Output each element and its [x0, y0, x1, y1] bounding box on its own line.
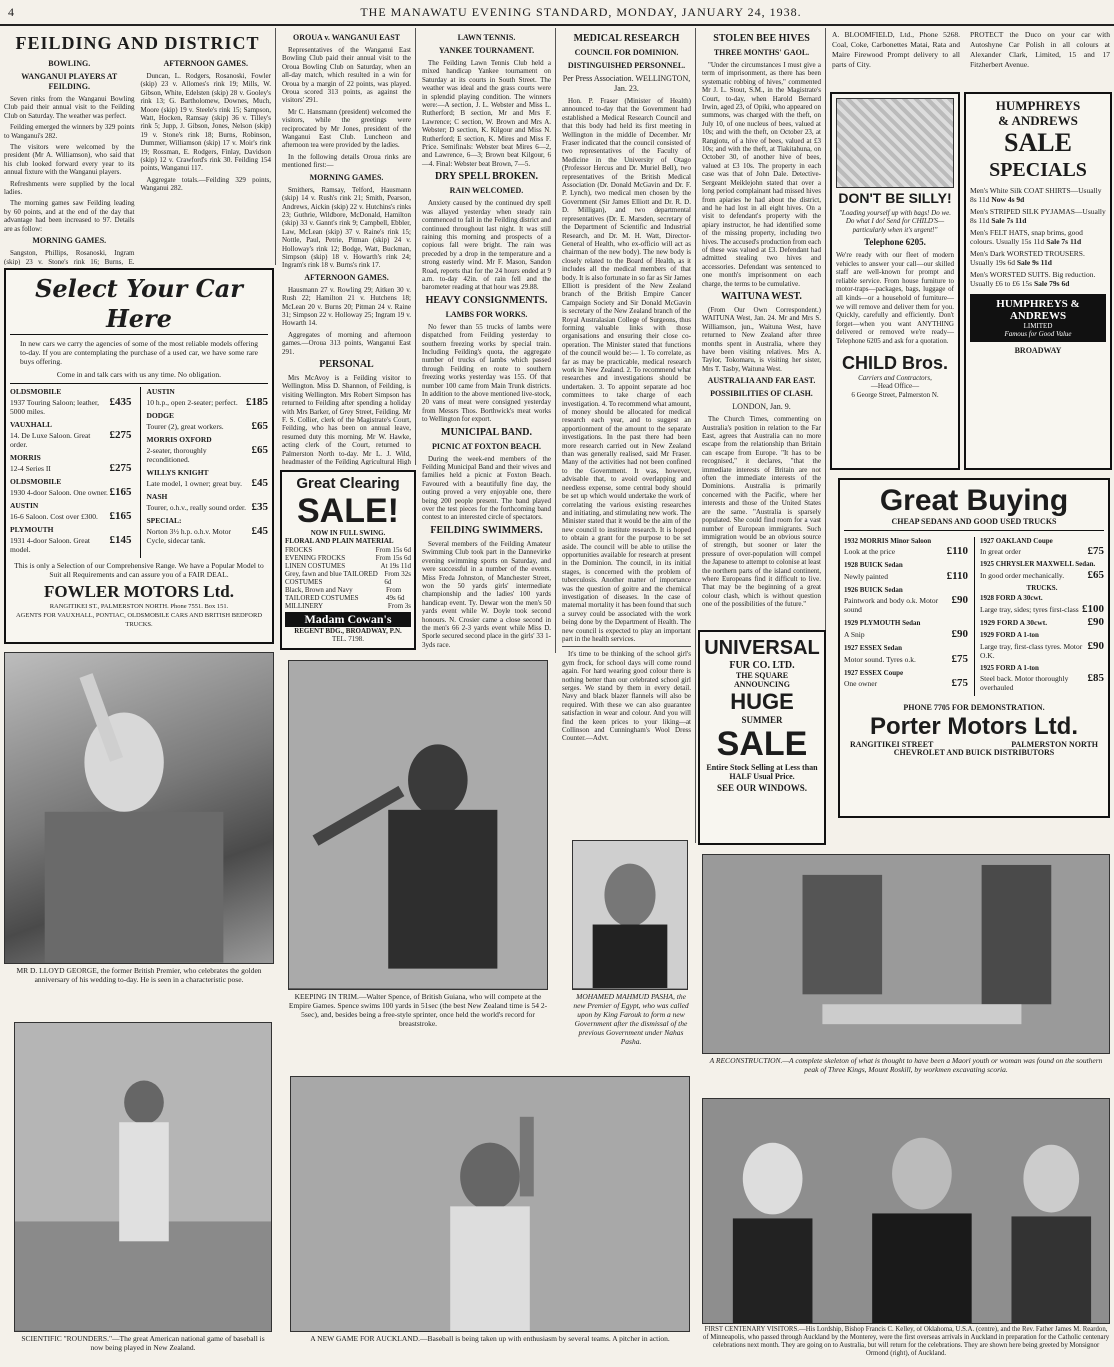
oroua-p1: Representatives of the Wanganui East Bowling Club paid their annual visit to the Oroua Bowling Club on Saturday, when an all-day match, which resulted in a win for Oroua by a margin of 22 points, was played. Oroua scored 313 points, as against the visitors' 291. [282, 46, 411, 105]
reconstruction-photo [702, 854, 1110, 1054]
humphreys-logo: HUMPHREYS & ANDREWS LIMITED Famous for Good Value [970, 294, 1106, 342]
car-listing: NASH Tourer, o.h.v., really sound order. £35 [146, 492, 268, 513]
car-listing: AUSTIN 16-6 Saloon. Cost over £300. £165 [10, 501, 132, 522]
bowling-sub: WANGANUI PLAYERS AT FEILDING. [21, 72, 118, 91]
porter-right-list [974, 537, 1104, 697]
car-listing: VAUXHALL 14. De Luxe Saloon. Great order. £275 [10, 420, 132, 449]
car-listing: 1929 FORD A 30cwt. £90 [980, 615, 1104, 628]
new-game-caption: A NEW GAME FOR AUCKLAND.—Baseball is being taken up with enthusiasm by several teams. A pitcher in action. [310, 1334, 670, 1343]
humphreys-item: Men's FELT HATS, snap brims, good colours. Usually 15s 11d Sale 7s 11d [970, 228, 1083, 246]
tennis-head: LAWN TENNIS. [457, 33, 516, 42]
car-listing: 1927 ESSEX Sedan Motor sound. Tyres o.k. £75 [844, 643, 968, 665]
lloyd-george-photo [4, 652, 274, 964]
humphreys-specials: SPECIALS [989, 159, 1087, 181]
medical-advt: It's time to be thinking of the school girl's gym frock, for school days will come round again. For hard wearing good colour there is nothing better than our celebrated school girl serges. We stand by them in every detail. Navy and black blazer flannels will also be required. With these we can also guarantee satisfaction in wear and colour. And you will find the keen prices to your liking—at Collinson and Cunningham's Wool Dress Counter.—Advt. [562, 650, 691, 743]
cartoon-illustration [836, 98, 954, 188]
oroua-head: OROUA v. WANGANUI EAST [293, 33, 400, 42]
child-address: 6 George Street, Palmerston N. [851, 390, 939, 399]
fowler-come: Come in and talk cars with us any time. No obligation. [56, 370, 222, 379]
porter-sub: CHEAP SEDANS AND GOOD USED TRUCKS [844, 518, 1104, 531]
universal-fur-ad [698, 630, 826, 845]
morning-text: Sangston, Phillips, Rosanoski, Ingram (skip) 23 v. Stone's rink 16; Burns, E. [4, 249, 135, 265]
waituna-text: (From Our Own Correspondent.) WAITUNA West, Jan. 24. Mr and Mrs S. Williamson, jun., Waituna West, have returned to New Zealand after three months spent in Australia, where they have been visiting relatives. Mrs A. Taylor, Tokomaru, is visiting her sister, Mrs T. Tasby, Waituna West. [702, 305, 821, 373]
protect-text: PROTECT the Duco on your car with Autoshyne Car Polish in all colours at Alexander Clark, Limited, 15 and 17 Fitzherbert Avenue. [970, 30, 1110, 69]
universal-sub: FUR CO. LTD. [729, 660, 795, 671]
personal-head: PERSONAL [319, 359, 374, 370]
car-listing: 1928 BUICK Sedan Newly painted £110 [844, 561, 968, 582]
heavy-sub: LAMBS FOR WORKS. [445, 309, 528, 319]
car-listing: AUSTIN 10 h.p., open 2-seater; perfect. £185 [146, 387, 268, 408]
australia-text: The Church Times, commenting on Australia's position in relation to the Far East, agrees that Australia can no more escape from the relationship than Britain can escape from Europe. "It has to be recognised," it declares, "that the immediate interests of Britain are not often the immediate interests of the Dominions. Australia is primarily concerned with the Pacific, where her interests and those of the United States are the same. "Australia is sparsely populated. She could find room for a vast number of European immigrants. Such immigration would be an obvious source of strength, but sooner or later the pressure of over-population will compel the Japanese to attempt to colonise at least the northern parts of the island continent, where Europeans find it difficult to live. That may be the beginning of a great colour clash, which is without question one of the possibilities of the future." [702, 415, 821, 609]
centenary-caption: FIRST CENTENARY VISITORS.—His Lordship, Bishop Francis C. Kelley, of Oklahoma, U.S.A. (centre), and the Rev. Father James M. Reardon, of Minneapolis, who passed through Auckland by the Monterey, were the first overseas arrivals in Auckland in preparation for the Catholic centenary celebrations next month. They are going on to Australia, but will return for the celebrations. They are shown here being greeted by Monsignor Ormond (right), of Auckland. [702, 1326, 1110, 1357]
humphreys-item: Men's STRIPED SILK PYJAMAS—Usually 8s 11d Sale 7s 11d [970, 207, 1106, 225]
oroua-p3: In the following details Oroua rinks are mentioned first:— [282, 152, 411, 170]
porter-address: RANGITIKEI STREET PALMERSTON NORTH [850, 739, 1098, 749]
medical-section [558, 28, 696, 843]
cowan-address: REGENT BDG., BROADWAY, P.N. [294, 626, 402, 635]
bees-head: STOLEN BEE HIVES [713, 33, 810, 44]
car-listing: 1928 FORD A 30cwt. Large tray, sides; tyres first-class £100 [980, 594, 1104, 615]
bees-text: "Under the circumstances I must give a term of imprisonment, as there has been systematic robbing of hives," commented Mr J. L. Stout, S.M., in the Magistrate's Court, to-day, when Harold Bernard Irwin, aged 23, of Opiki, who appeared on summons, was charged with the theft, on July 10, of one nucleus of bees, valued at 10s; and with the theft, on October 23, at Rangiotu, of a hive of bees, valued at £3 10s; and with the theft, at Tiakitahuna, on October 30, of another hive of bees, valued at £3 10s. The property in each case was that of John Dale. Detective-Sergeant Meiklejohn stated that over a long period complainant had missed hives from apiaries he had about the district, and he had lost in all eight hives. On a visit to defendant's property with the apiary instructor, he had identified some of the missing property, including two hives. The accused's production from each of these was valued at £3. Defendant had admitted stealing two hives and accessories. Defendant was sentenced to one month's imprisonment on each charge, the terms to be cumulative. [702, 61, 821, 288]
humphreys-line1: HUMPHREYS [995, 98, 1081, 113]
bowling-p1: Seven rinks from the Wanganui Bowling Club paid their annual visit to the Feilding Club on Saturday. The weather was perfect. [4, 95, 135, 120]
page-number: 4 [8, 4, 15, 19]
humphreys-item: Men's WORSTED SUITS. Big reduction. Usually £6 to £6 15s Sale 79s 6d [970, 270, 1096, 288]
afternoon-text: Duncan, L. Rodgers, Rosanoski, Fowler (skip) 23 v. Allomes's rink 19; Mills, W. Gibson, White, Edelsten (skip) 28 v. Gooley's rink 13; G. Bartholomew, Downes, Much, Moore (skip) 19 v. Steele's rink 15; Sampson, Watt, Hocken, Ramsay (skip) 36 v. Tilley's rink 5; Jupp, J. Gibson, Jones, Nelson (skip) 19 v. Stone's rink 18; Burns, Robinson, Dummer, Williamson (skip) 17 v. Moir's rink 19; Rossman, E. Rodgers, Finlay, Davidson (skip) 12 v. Crawford's rink 30. Feilding 154 points, Wanganui 117. [140, 72, 271, 173]
lloyd-george-caption: MR D. LLOYD GEORGE, the former British Premier, who celebrates the golden anniversary of his wedding to-day. He is seen in a characteristic pose. [16, 966, 262, 984]
universal-summer: SUMMER [741, 715, 783, 725]
porter-name: Porter Motors Ltd. [870, 712, 1078, 740]
pasha-caption: MOHAMED MAHMUD PASHA, the new Premier of Egypt, who was called upon by King Farouk to form a new Government after the dismissal of the previous Government under Nahas Pasha. [573, 992, 689, 1046]
car-listing: 1929 FORD A 1-ton Large tray, first-class tyres. Motor O.K. £90 [980, 630, 1104, 660]
car-listing: TRUCKS. [1026, 583, 1058, 592]
aggregate-text: Aggregate totals.—Feilding 329 points, Wanganui 282. [140, 175, 271, 193]
protect-ad [966, 28, 1114, 88]
universal-square: THE SQUARE [735, 671, 789, 680]
cowan-item: MILLINERY From 3s [285, 601, 411, 610]
universal-sale: SALE [716, 725, 808, 763]
car-listing: 1925 CHRYSLER MAXWELL Sedan. In good order mechanically. £65 [980, 560, 1104, 581]
medical-text: Hon. P. Fraser (Minister of Health) announced to-day that the Government had established a Medical Research Council and that this body had held its first meeting in Wellington in the middle of December. Mr Fraser indicated that the council consisted of two representatives of the Faculty of Medicine in the University of Otago (Professor Hercus and Dr. Muriel Bell), two representatives of the British Medical Association (Dr. Donald McGavin and Dr. F. P. Lynch), two medical men chosen by the Government (Sir James Elliott and Dr. R. D. D. Milligan), and two departmental representatives (Dr. E. Marsden, secretary of the Department of Scientific and Industrial Research, and Dr. M. H. Watt, Director-General of Health, who ex-officio will act as chairman of the new body). The new body is closely related to the Board of Health, as it includes all the medical members of that body. It is also fortunate in so far as Sir James Elliott is president of the New Zealand branch of the British Empire Cancer Campaign Society and Sir Donald McGavin is secretary of the New Zealand branch of the Royal Australasian College of Surgeons, thus forming valuable links with those organisations and ensuring their close co-operation. The Minister stated that functions of the council would be:— 1. To correlate, as far as may be practicable, medical research work in New Zealand. 2. To recommend what researches and investigations should be undertaken. 3. To appoint separate ad hoc committees to take charge of each investigation. 4. To recommend what amount, of money should be allocated for medical research each year, and to suggest an apportionment of the amount to the separate investigations. In the past there had been more research carried out in New Zealand than was generally realised, said Mr Fraser. Many of the activities had not been confined to the Government. It was, however, advisable that, to avoid overlapping and needless expense, some central body should be set up which would undertake the work of correlating the various existing researches and initiating, and stimulating new work. The Minister stated that it would be the aim of the new council to institute research. It is hoped to obtain a grant for the purpose to be set aside. The council will be able to utilise the opportunities available for research at present in the Dominion. The council, in its initial stages, is concerned with the problem of tuberculosis. Another matter of importance was the question of goitre and the chemical investigation of diseases. In the case of maternal mortality it has been found that such a survey could be associated with the work being done by the Department of Health. The new council is expected to play an important part in the health services. [562, 97, 691, 643]
cowan-item: Black, Brown and Navy TAILORED COSTUMES From 49s 6d [285, 585, 405, 602]
tennis-text: The Feilding Lawn Tennis Club held a mixed handicap Yankee tournament on Saturday at its courts in South Street. The weather was ideal and the grass courts were in splendid playing condition. The winners were:—A section, J. L. Webster and Miss L. Rutherford; B section, Mr and Mrs F. Lawrence; C section, W. Brown and Mrs A. Webster; D section, K. Kilgour and Miss N. Rutherford; E section, K. Mires and Miss F. Price. Semifinals: Webster beat Mires 6—2, and Lawrence, 6—3; Brown beat Kilgour, 6—4. Final: Webster beat Brown, 7—5. [422, 59, 551, 168]
newspaper-title: THE MANAWATU EVENING STANDARD, MONDAY, JANUARY 24, 1938. [360, 4, 802, 19]
oroua-afternoon-text: Hausmann 27 v. Rowling 29; Aitken 30 v. Rush 22; Hamilton 21 v. Hutchens 18; McLean 20 v. Burns 20; Pitman 24 v. Raine 31; Simpson 22 v. Holloway 25; Ingram 19 v. Howarth 14. [282, 285, 411, 328]
bowling-p4: Refreshments were supplied by the local ladies. [4, 179, 135, 197]
tennis-sub: YANKEE TOURNAMENT. [438, 46, 535, 55]
humphreys-line2: & ANDREWS [998, 113, 1078, 128]
porter-motors-ad [838, 478, 1110, 818]
spence-photo [288, 660, 548, 990]
child-office: —Head Office— [870, 382, 920, 391]
medical-head: MEDICAL RESEARCH [573, 33, 680, 44]
rounders-photo [14, 1022, 272, 1332]
dry-sub: RAIN WELCOMED. [449, 186, 524, 196]
australia-sub: POSSIBILITIES OF CLASH. [710, 389, 813, 399]
australia-head: AUSTRALIA AND FAR EAST. [707, 376, 816, 386]
car-listing: PLYMOUTH 1931 4-door Saloon. Great model. £145 [10, 525, 132, 554]
car-listing: DODGE Tourer (2), great workers. £65 [146, 411, 268, 432]
feilding-district-section [0, 28, 276, 265]
car-listing: OLDSMOBILE 1930 4-door Saloon. One owner. £165 [10, 477, 132, 498]
heavy-head: HEAVY CONSIGNMENTS. [425, 294, 548, 306]
universal-huge: HUGE [730, 689, 794, 714]
cowan-headline1: Great Clearing [296, 475, 400, 492]
bowling-p5: The morning games saw Feilding leading by 60 points, and at the end of the day that advantage had been increased to 97. Details are as follow: [4, 199, 135, 233]
cowan-items-head: FLORAL AND PLAIN MATERIAL [285, 537, 394, 546]
oroua-section [278, 28, 416, 465]
waituna-head: WAITUNA WEST. [721, 290, 802, 302]
fowler-left-list [10, 387, 132, 558]
cowan-item: LINEN COSTUMES At 19s 11d [285, 561, 411, 570]
fowler-intro: In new cars we carry the agencies of some of the most reliable models offering to-day. If you are contemplating the purchase of a used car, we have some rare buys offering. [20, 339, 258, 366]
oroua-afternoon-head: AFTERNOON GAMES. [304, 272, 389, 282]
universal-body: Entire Stock Selling at Less than HALF Usual Price. [706, 763, 818, 781]
fowler-headline: Select Your Car Here [10, 274, 268, 335]
bowling-p2: Feilding emerged the winners by 329 points to Wanganui's 282. [4, 123, 135, 140]
porter-agents: CHEVROLET AND BUICK DISTRIBUTORS [893, 748, 1055, 758]
humphreys-ad [964, 92, 1112, 470]
child-phone: Telephone 6205. [864, 237, 926, 248]
fowler-right-list [140, 387, 269, 558]
cowan-item: EVENING FROCKS From 15s 6d [285, 553, 411, 562]
swim-head: FEILDING SWIMMERS. [430, 524, 543, 536]
car-listing: MORRIS 12-4 Series II £275 [10, 453, 132, 474]
reconstruction-caption: A RECONSTRUCTION.—A complete skeleton of what is thought to have been a Maori youth or woman was found on the southern peak of Three Kings, Mount Roskill, by workmen excavating scoria. [709, 1056, 1103, 1074]
universal-see: SEE OUR WINDOWS. [716, 783, 808, 793]
heavy-text: No fewer than 55 trucks of lambs were dispatched from Feilding yesterday to southern freezing works by special train. Including Feilding's quota, the aggregate number of trucks of lambs which passed through Feilding en route to southern freezing works yesterday was 155. Of that number 100 came from Main Trunk districts. In addition to the above mentioned live-stock, 20 vans of meat were consigned yesterday from Messrs Thos. Borthwick's meat works to Wellington for export. [422, 322, 551, 424]
universal-name: UNIVERSAL [704, 637, 820, 659]
band-sub: PICNIC AT FOXTON BEACH. [432, 441, 541, 451]
child-headline: DON'T BE SILLY! [838, 190, 952, 206]
oroua-morning-head: MORNING GAMES. [309, 172, 384, 182]
fowler-name: FOWLER MOTORS Ltd. [43, 582, 235, 601]
bloomfield-ad [828, 28, 964, 88]
oroua-morning-text: Smithers, Ramsay, Telford, Hausmann (skip) 14 v. Rush's rink 21; Smith, Pearson, Andrews, Aickin (skip) 22 v. Hutchins's rinks 23; Guthrie, Wildbore, McDonald, Hamilton (skip) 33 v. Gannt's rink 9; Campbell, Ebbler, Law, McLean (skip) 37 v. Raine's rink 15; Nottle, Paul, Petrie, Pitman (skip) 24 v. Holloway's rink 12; Bodge, Watt, Buckman, Simpson (skip) 18 v. Howarth's rink 24; Ingram's rink 18 v. Burns's rink 17. [282, 185, 411, 270]
swim-text: Several members of the Feilding Amateur Swimming Club took part in the Dannevirke evening swimming sports on Saturday, and were successful in a number of the events. Miss Freda Johnston, of Manchester Street, won the 50 yards girls' intermediate championship and the ladies' 100 yards handicap event. Ty. Dewar won the men's 50 yards event while W. Doyle took second honours. N. Crosier came a close second in the men's 66 2-3 yards event while Miss D. Sporle secured second place in the girls' 33 1-3yds race. [422, 539, 551, 649]
fowler-motors-ad [4, 268, 274, 644]
porter-phone: PHONE 7705 FOR DEMONSTRATION. [903, 703, 1045, 713]
cowan-tel: TEL. 7198. [331, 635, 365, 644]
car-listing: 1929 PLYMOUTH Sedan A Snip £90 [844, 619, 968, 640]
medical-dateline: Per Press Association. WELLINGTON, Jan. 23. [562, 74, 691, 93]
car-listing: 1932 MORRIS Minor Saloon Look at the price £110 [844, 536, 968, 558]
rounders-caption: SCIENTIFIC "ROUNDERS."—The great American national game of baseball is now being played in New Zealand. [21, 1334, 265, 1352]
fowler-note: This is only a Selection of our Comprehensive Range. We have a Popular Model to Suit all Requirements and can assure you of a FAIR DEAL. [14, 561, 264, 579]
oroua-p2: Mr C. Hansmann (president) welcomed the visitors, while the greetings were reciprocated by Mr Jones, president of the Wanganui East Club. Luncheon and afternoon tea were provided by the ladies. [282, 107, 411, 150]
humphreys-sale: SALE [1004, 128, 1072, 157]
universal-announcing: ANNOUNCING [734, 680, 790, 689]
afternoon-head: AFTERNOON GAMES. [163, 59, 248, 68]
pasha-photo [572, 840, 688, 990]
humphreys-location: BROADWAY [1014, 346, 1062, 355]
band-head: MUNICIPAL BAND. [441, 426, 532, 438]
fowler-agents: AGENTS FOR VAUXHALL, PONTIAC, OLDSMOBILE CARS AND BRITISH BEDFORD TRUCKS. [15, 612, 263, 628]
fowler-address: RANGITIKEI ST., PALMERSTON NORTH. Phone 7551. Box 151. [49, 603, 229, 610]
car-listing: 1925 FORD A 1-ton Steel back. Motor thoroughly overhauled £85 [980, 663, 1104, 693]
cowan-now: NOW IN FULL SWING. [310, 529, 386, 537]
humphreys-item: Men's Dark WORSTED TROUSERS. Usually 19s 6d Sale 9s 11d [970, 249, 1085, 267]
car-listing: WILLYS KNIGHT Late model, 1 owner; great buy. £45 [146, 468, 268, 489]
humphreys-item: Men's White Silk COAT SHIRTS—Usually 8s 11d Now 4s 9d [970, 186, 1102, 204]
spence-caption: KEEPING IN TRIM.—Walter Spence, of British Guiana, who will compete at the Empire Games. Spence swims 100 yards in 51sec (the best New Zealand time is 54 2-5sec), and, besides being a free-style sprinter, once held the world's record for breaststroke. [288, 992, 548, 1028]
child-sub: Carriers and Contractors, [858, 373, 932, 382]
bowling-head: BOWLING. [48, 59, 91, 68]
cowan-name: Madam Cowan's [285, 612, 411, 627]
porter-left-list [844, 537, 968, 697]
cowan-ad [280, 470, 416, 650]
car-listing: SPECIAL: Norton 3½ h.p. o.h.v. Motor Cycle, sidecar tank. £45 [146, 516, 268, 545]
car-listing: MORRIS OXFORD 2-seater, thoroughly reconditioned. £65 [146, 435, 268, 464]
medical-sub2: DISTINGUISHED PERSONNEL. [567, 61, 686, 70]
child-body: We're ready with our fleet of modern vehicles to answer your call—our skilled staff are well-known for prompt and reliable service. From house furniture to motor-traps—packages, bags, luggage of all kinds—or a household of furniture—we will remove and deliver them for you. Quickly, carefully and efficiently. Don't forget—when you want ANYTHING delivered or removed we're ready—Telephone 6205 and ask for a quotation. [836, 250, 954, 345]
bees-sub: THREE MONTHS' GAOL. [713, 48, 810, 57]
cowan-item: Grey, fawn and blue TAILORED COSTUMES From 32s 6d [285, 569, 411, 586]
band-text: During the week-end members of the Feilding Municipal Band and their wives and families held a picnic at Foxton Beach. Favoured with a beautifully fine day, the outing proved a very enjoyable one, there being 200 people present. The band played over the test pieces for the forthcoming band contest to an interested circle of spectators. [422, 454, 551, 522]
dry-head: DRY SPELL BROKEN. [435, 171, 538, 183]
personal-text: Mrs McAvoy is a Feilding visitor to Wellington. Miss D. Shannon, of Feilding, is visiting Wellington. Mrs Robert Simpson has returned to Feilding after spending a holiday with Mrs Barker, of Grey Street, Feilding. Mr F. S. Collier, clerk of the Magistrate's Court, Feilding, who has been on annual leave, resumed duty this morning. Mr W. Hawke, acting clerk of the Court, returned to Palmerston North to-day. Mr L. J. Wild, headmaster of the Feilding Agricultural High [282, 374, 411, 465]
child-bros-ad [830, 92, 960, 470]
child-name: CHILD Bros. [841, 352, 948, 373]
new-game-photo [290, 1076, 690, 1332]
oroua-aggregate: Aggregates of morning and afternoon games.—Oroua 313 points, Wanganui East 291. [282, 330, 411, 356]
car-listing: OLDSMOBILE 1937 Touring Saloon; leather, 5000 miles. £435 [10, 387, 132, 416]
cowan-headline2: SALE! [297, 492, 399, 530]
feilding-heading: FEILDING AND DISTRICT [15, 33, 260, 53]
tennis-section [418, 28, 556, 653]
car-listing: 1927 OAKLAND Coupe In great order £75 [980, 536, 1104, 558]
car-listing: 1926 BUICK Sedan Paintwork and body o.k. Motor sound £90 [844, 585, 968, 615]
divider [562, 646, 691, 647]
bloomfield-text: A. BLOOMFIELD, Ltd., Phone 5268. Coal, Coke, Carbonettes Matai, Rata and Maire Firewood Prompt delivery to all parts of City. [832, 30, 960, 69]
dry-text: Anxiety caused by the continued dry spell was allayed yesterday when steady rain commenced to fall in the Feilding district and continued throughout last night. It was still raining this morning and prospects of a copious fall were bright. The rain was preceded by a drop in the temperature and a strong easterly wind. Mr F. Mason, Sandon Road, reports that for the 24 hours ended at 9 a.m. to-day 42in. of rain fell and the barometer reading at that hour was 29.88. [422, 199, 551, 292]
porter-headline: Great Buying [879, 484, 1069, 517]
australia-dateline: LONDON, Jan. 9. [732, 402, 791, 412]
bowling-p3: The visitors were welcomed by the president (Mr A. Williamson), who said that his club looked forward every year to its annual fixture with the Wanganui players. [4, 143, 135, 177]
child-quote: "Loading yourself up with bags! Do we. Do what I do! Send for CHILD'S—particularly when it's urgent!" [838, 208, 952, 234]
car-listing: 1927 ESSEX Coupe One owner £75 [844, 668, 968, 690]
medical-sub1: COUNCIL FOR DOMINION. [574, 48, 679, 57]
centenary-photo [702, 1098, 1110, 1324]
morning-head: MORNING GAMES. [32, 236, 107, 246]
masthead [0, 0, 1114, 26]
cowan-item: FROCKS From 15s 6d [285, 545, 411, 554]
